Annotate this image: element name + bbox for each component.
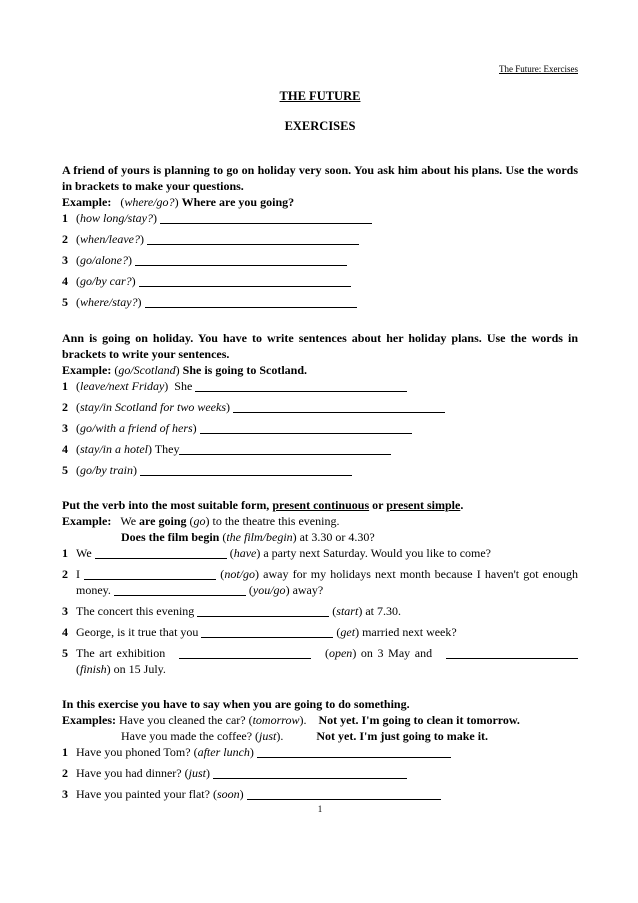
example-label: Example: bbox=[62, 514, 112, 528]
answer-blank[interactable] bbox=[213, 766, 407, 779]
section-2-item: 2 (stay/in Scotland for two weeks) bbox=[62, 399, 578, 415]
example-cue: where/go? bbox=[124, 195, 175, 209]
section-1-item: 2 (when/leave?) bbox=[62, 231, 578, 247]
page-subtitle: EXERCISES bbox=[284, 119, 356, 133]
section-3-example-2: Does the film begin (the film/begin) at 3.30 or 4.30? bbox=[121, 530, 375, 544]
running-header: The Future: Exercises bbox=[499, 64, 578, 74]
section-4-item: 3 Have you painted your flat? (soon) bbox=[62, 786, 578, 802]
answer-blank[interactable] bbox=[446, 646, 578, 659]
section-2-item: 5 (go/by train) bbox=[62, 462, 578, 478]
section-2-example: Example: (go/Scotland) She is going to Scotland. bbox=[62, 363, 308, 377]
answer-blank[interactable] bbox=[201, 625, 333, 638]
answer-blank[interactable] bbox=[135, 253, 347, 266]
answer-blank[interactable] bbox=[147, 232, 359, 245]
exercise-section-1 bbox=[62, 162, 578, 310]
example-answer: Where are you going? bbox=[181, 195, 295, 209]
section-3-item: 4 George, is it true that you (get) married next week? bbox=[62, 625, 457, 639]
example-label: Example: bbox=[62, 363, 112, 377]
exercise-section-2 bbox=[62, 330, 578, 478]
answer-blank[interactable] bbox=[233, 400, 445, 413]
exercise-section-3 bbox=[62, 497, 578, 677]
answer-blank[interactable] bbox=[84, 567, 216, 580]
section-3-item: 3 The concert this evening (start) at 7.30. bbox=[62, 604, 401, 618]
section-4-item: 1 Have you phoned Tom? (after lunch) bbox=[62, 744, 578, 760]
answer-blank[interactable] bbox=[257, 745, 451, 758]
example-label: Examples: bbox=[62, 713, 116, 727]
answer-blank[interactable] bbox=[247, 787, 441, 800]
section-1-instructions: A friend of yours is planning to go on holiday very soon. You ask him about his plans. Use the words in brackets to make your questions. bbox=[62, 163, 578, 193]
section-3-item: 5 The art exhibition (open) on 3 May and (finish) on 15 July. bbox=[62, 645, 578, 677]
section-2-instructions: Ann is going on holiday. You have to write sentences about her holiday plans. Use the words in brackets to write your sentences. bbox=[62, 331, 578, 361]
section-1-item: 5 (where/stay?) bbox=[62, 294, 578, 310]
section-3-instructions: Put the verb into the most suitable form, present continuous or present simple. bbox=[62, 498, 464, 512]
section-3-item: 2 I (not/go) away for my holidays next month because I haven't got enough money. (you/go) away? bbox=[62, 567, 579, 597]
section-1-example: Example: (where/go?) Where are you going? bbox=[62, 195, 295, 209]
page-title: THE FUTURE bbox=[279, 89, 361, 103]
section-4-instructions: In this exercise you have to say when you are going to do something. bbox=[62, 697, 410, 711]
answer-blank[interactable] bbox=[195, 379, 407, 392]
section-1-item: 1 (how long/stay?) bbox=[62, 210, 578, 226]
example-cue: go/Scotland bbox=[118, 363, 176, 377]
page-number: 1 bbox=[317, 804, 323, 814]
answer-blank[interactable] bbox=[160, 211, 372, 224]
answer-blank[interactable] bbox=[95, 546, 227, 559]
section-4-example-2: Have you made the coffee? (just). Not yet. I'm just going to make it. bbox=[121, 729, 489, 743]
answer-blank[interactable] bbox=[179, 442, 391, 455]
answer-blank[interactable] bbox=[145, 295, 357, 308]
section-3-item: 1 We (have) a party next Saturday. Would you like to come? bbox=[62, 546, 492, 560]
answer-blank[interactable] bbox=[200, 421, 412, 434]
section-1-item: 3 (go/alone?) bbox=[62, 252, 578, 268]
section-2-item: 3 (go/with a friend of hers) bbox=[62, 420, 578, 436]
section-3-example-1: Example: We are going (go) to the theatre this evening. bbox=[62, 514, 340, 528]
answer-blank[interactable] bbox=[179, 646, 311, 659]
worksheet-page bbox=[62, 0, 578, 903]
answer-blank[interactable] bbox=[197, 604, 329, 617]
section-2-item: 1 (leave/next Friday) She bbox=[62, 378, 578, 394]
section-2-item: 4 (stay/in a hotel) They bbox=[62, 441, 578, 457]
example-answer: She is going to Scotland. bbox=[182, 363, 308, 377]
example-label: Example: bbox=[62, 195, 112, 209]
section-4-item: 2 Have you had dinner? (just) bbox=[62, 765, 578, 781]
section-1-item: 4 (go/by car?) bbox=[62, 273, 578, 289]
section-4-example-1: Examples: Have you cleaned the car? (tomorrow). Not yet. I'm going to clean it tomorrow. bbox=[62, 713, 520, 727]
answer-blank[interactable] bbox=[139, 274, 351, 287]
answer-blank[interactable] bbox=[114, 583, 246, 596]
answer-blank[interactable] bbox=[140, 463, 352, 476]
exercise-section-4 bbox=[62, 696, 578, 802]
